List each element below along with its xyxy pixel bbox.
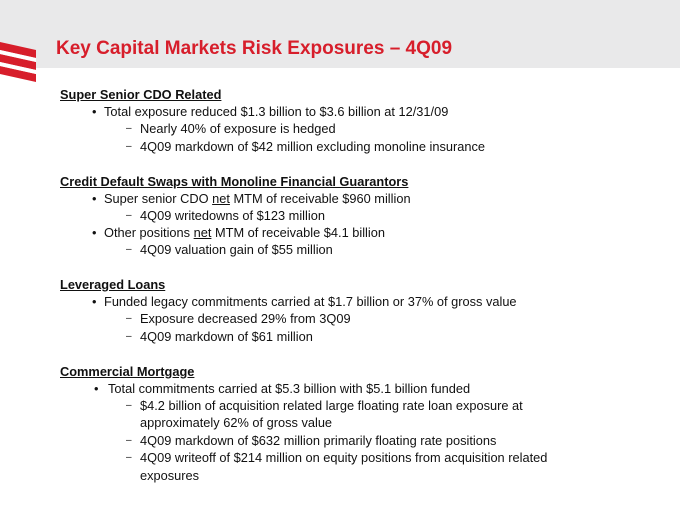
bullet-dot-icon: • xyxy=(92,225,97,240)
bullet-text-pre: Super senior CDO xyxy=(104,190,213,206)
bullet-dot-icon: • xyxy=(92,294,97,309)
bullet-text-pre: Other positions xyxy=(104,225,194,240)
bullet-text-emphasis: net xyxy=(212,190,230,206)
sub-bullet-text: Exposure decreased 29% from 3Q09 xyxy=(140,311,351,326)
bullet-text-post: MTM of receivable $4.1 billion xyxy=(211,225,385,240)
section-heading: Credit Default Swaps with Monoline Financial Guarantors xyxy=(60,173,409,189)
bullet-item xyxy=(60,224,660,241)
sub-bullet-item xyxy=(60,138,560,156)
sub-bullet-text: 4Q09 markdown of $42 million excluding monoline insurance xyxy=(140,138,485,154)
bullet-dot-icon: • xyxy=(92,104,97,119)
bullet-item xyxy=(60,293,660,310)
bullet-dot-icon: • xyxy=(92,190,97,206)
sub-bullet-item xyxy=(60,397,560,432)
bullet-text: Funded legacy commitments carried at $1.7 billion or 37% of gross value xyxy=(104,294,517,309)
sub-bullet-text: 4Q09 markdown of $61 million xyxy=(140,328,313,344)
dash-icon: – xyxy=(126,313,132,324)
sub-bullet-text: Nearly 40% of exposure is hedged xyxy=(140,121,336,136)
section-super-senior-cdo xyxy=(60,86,660,155)
sub-bullet-text: 4Q09 writeoff of $214 million on equity positions from acquisition related exposures xyxy=(140,450,548,483)
section-commercial-mortgage xyxy=(60,363,660,485)
bullet-item xyxy=(60,190,660,207)
dash-icon: – xyxy=(126,244,132,255)
slide-content xyxy=(60,86,660,502)
dash-icon: – xyxy=(126,140,132,152)
dash-icon: – xyxy=(126,452,132,463)
sub-bullet-text: 4Q09 valuation gain of $55 million xyxy=(140,242,333,257)
section-heading: Commercial Mortgage xyxy=(60,363,195,379)
dash-icon: – xyxy=(126,399,132,411)
sub-bullet-text: 4Q09 markdown of $632 million primarily floating rate positions xyxy=(140,432,497,448)
sub-bullet-item xyxy=(60,120,560,138)
sub-bullet-item xyxy=(60,432,560,450)
sub-bullet-item xyxy=(60,207,560,225)
slide-title: Key Capital Markets Risk Exposures – 4Q09 xyxy=(56,38,453,59)
sub-bullet-item xyxy=(60,310,560,328)
section-heading: Super Senior CDO Related xyxy=(60,87,222,102)
sub-bullet-item xyxy=(60,241,560,259)
sub-bullet-text: $4.2 billion of acquisition related large floating rate loan exposure at approximately 62% of gross value xyxy=(140,397,523,430)
sub-bullet-text: 4Q09 writedowns of $123 million xyxy=(140,207,325,223)
bullet-text-post: MTM of receivable $960 million xyxy=(229,190,411,206)
bullet-item xyxy=(60,103,660,120)
bullet-text-emphasis: net xyxy=(193,225,212,240)
bullet-text: Total exposure reduced $1.3 billion to $3.6 billion at 12/31/09 xyxy=(104,104,449,119)
sub-bullet-item xyxy=(60,449,560,484)
dash-icon: – xyxy=(126,123,132,134)
sub-bullet-item xyxy=(60,328,560,346)
dash-icon: – xyxy=(126,209,132,221)
flag-stripes-logo-icon xyxy=(0,36,40,92)
bullet-dot-icon: • xyxy=(94,380,99,396)
section-leveraged-loans xyxy=(60,276,660,345)
dash-icon: – xyxy=(126,434,132,446)
bullet-item xyxy=(60,380,660,397)
section-credit-default-swaps xyxy=(60,173,660,259)
dash-icon: – xyxy=(126,330,132,342)
bullet-text: Total commitments carried at $5.3 billion with $5.1 billion funded xyxy=(108,380,471,396)
section-heading: Leveraged Loans xyxy=(60,277,166,292)
